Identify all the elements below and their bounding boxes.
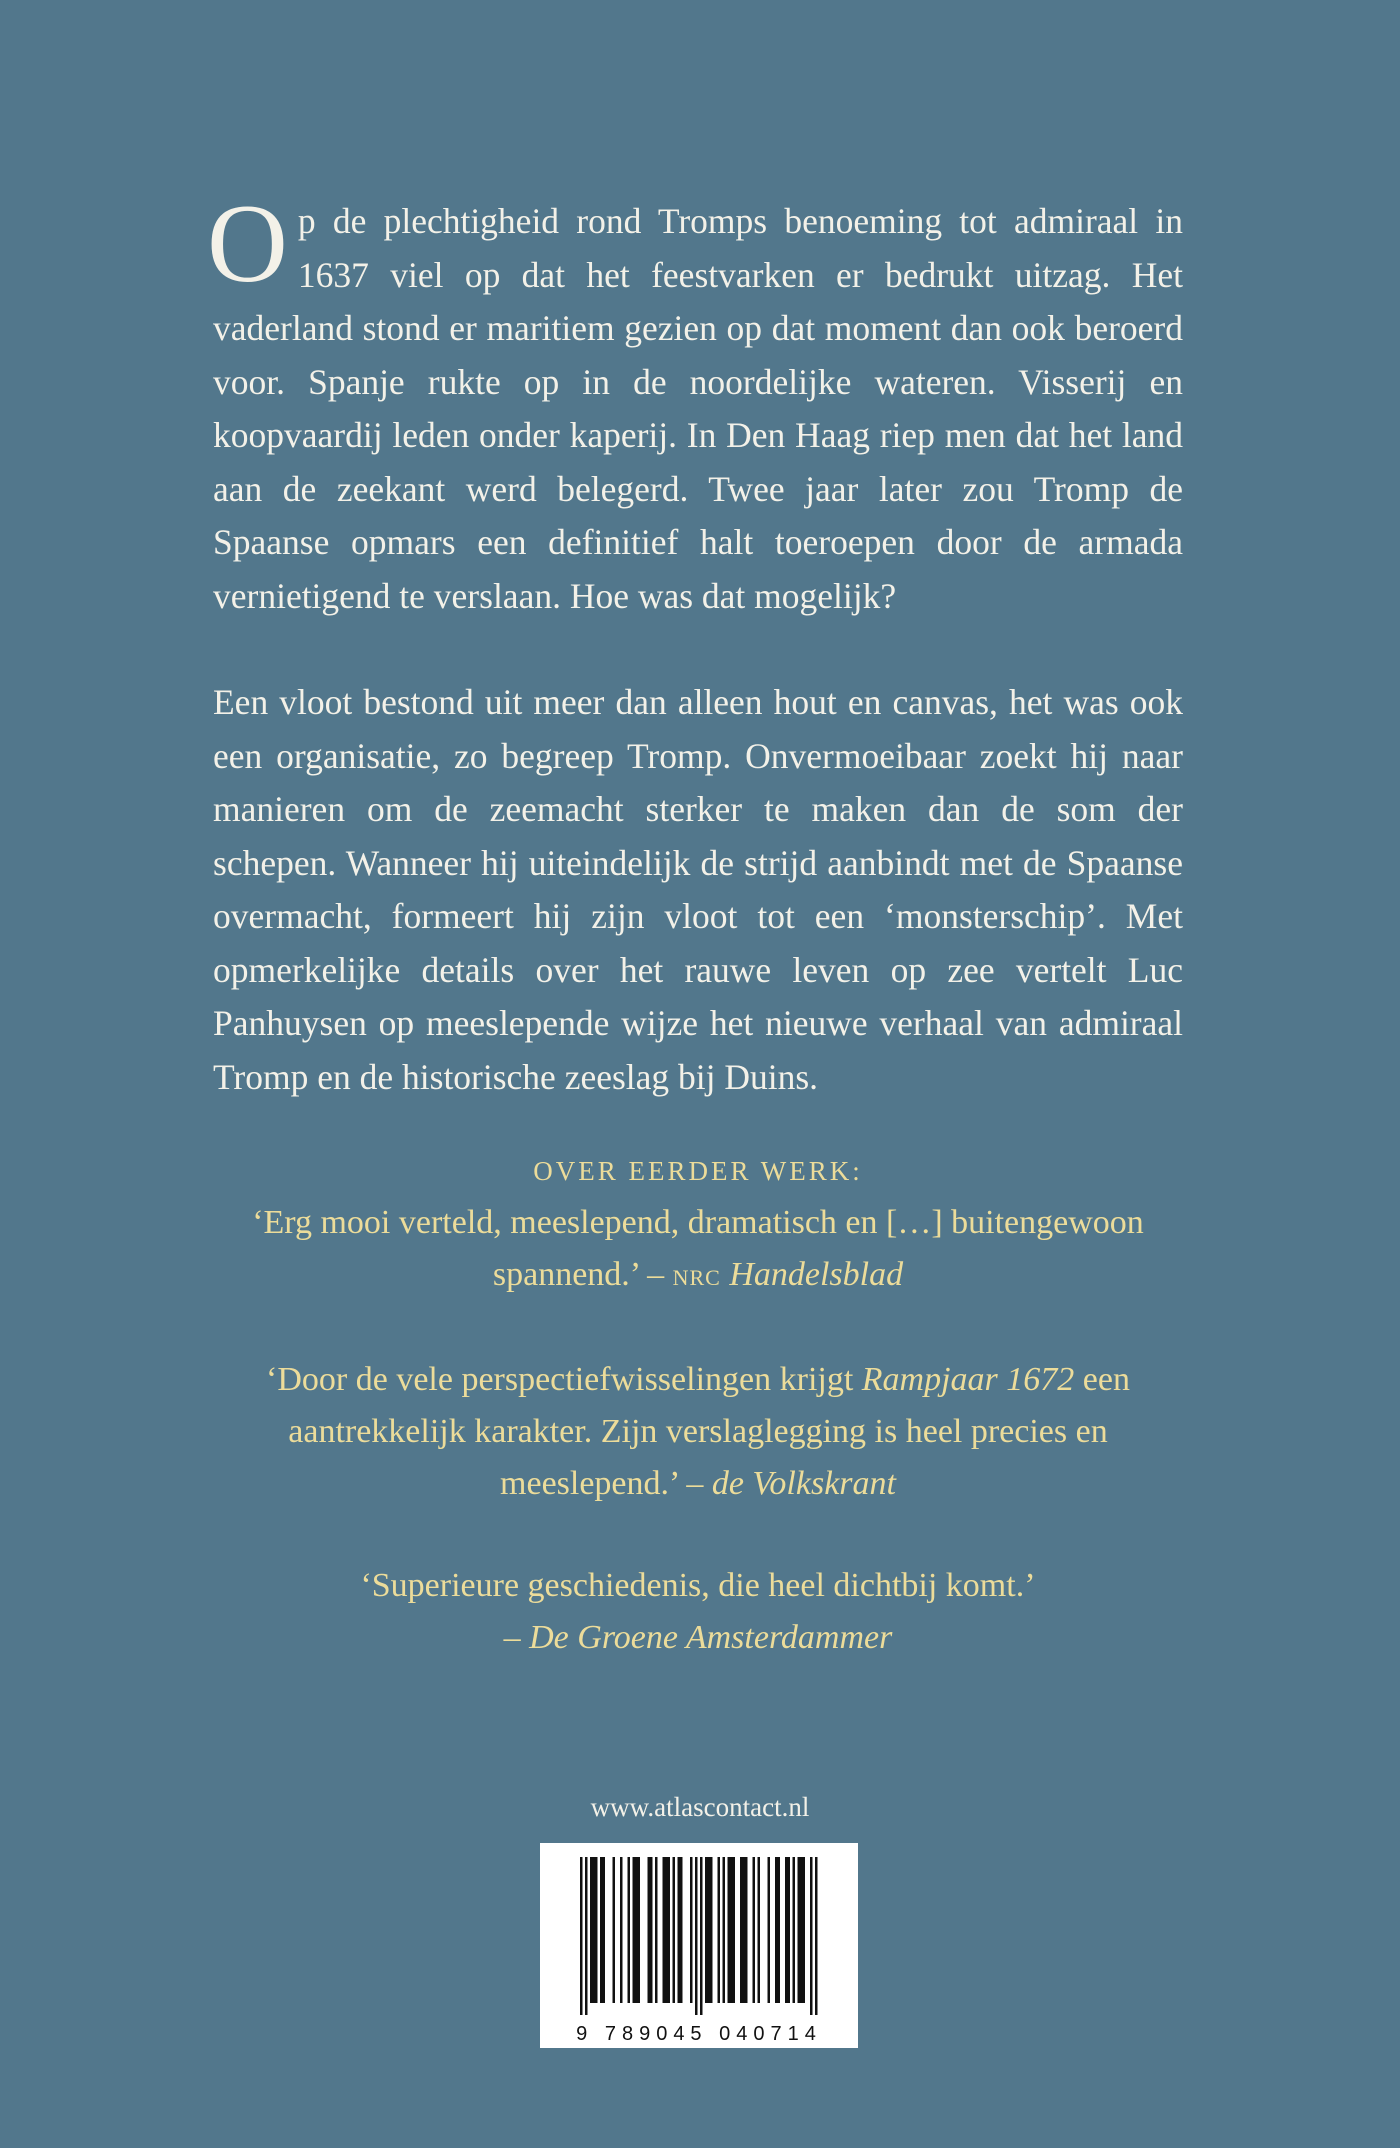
barcode-bar — [708, 1857, 711, 2003]
barcode-bar — [678, 1857, 681, 2003]
barcode-bar — [680, 1857, 683, 2003]
review-quote: ‘Superieure geschiedenis, die heel dichtbij komt.’ — [360, 1567, 1036, 1604]
barcode-bar — [728, 1857, 731, 2003]
barcode-bar — [785, 1857, 788, 2003]
review-nrc — [213, 1197, 1183, 1304]
review-quote: ‘Erg mooi verteld, meeslepend, dramatisch en […] buitengewoon spannend.’ – — [252, 1204, 1144, 1293]
barcode-bar — [740, 1857, 743, 2003]
barcode-bar — [635, 1857, 638, 2003]
barcode-bar — [655, 1857, 658, 2003]
barcode-bar — [810, 1857, 813, 2015]
review-book-title: Rampjaar 1672 — [861, 1361, 1075, 1398]
drop-cap: O — [207, 182, 288, 306]
barcode-bar — [745, 1857, 748, 2003]
barcode-bar — [733, 1857, 736, 2003]
barcode-bar — [695, 1857, 698, 2015]
barcode-bar — [793, 1857, 796, 2003]
barcode-bar — [603, 1857, 606, 2003]
barcode-bar — [778, 1857, 781, 2003]
barcode-bar — [690, 1857, 693, 2003]
barcode-bar — [673, 1857, 676, 2003]
barcode-bar — [650, 1857, 653, 2003]
barcode-bar — [665, 1857, 668, 2003]
review-groene — [213, 1560, 1183, 1664]
blurb-paragraph-1-text: p de plechtigheid rond Tromps benoeming tot admiraal in 1637 viel op dat het feestvarken er bedrukt uitzag. Het vaderland stond er maritiem gezien op dat moment dan ook beroerd voor. Spanje rukte op in de noordelijke wateren. Visserij en koopvaardij leden onder kaperij. In Den Haag riep men dat het land aan de zeekant werd belegerd. Twee jaar later zou Tromp de Spaanse opmars een definitief halt toeroepen door de armada vernietigend te verslaan. Hoe was dat mogelijk? — [213, 201, 1183, 616]
barcode-bar — [600, 1857, 603, 2003]
barcode-bar — [628, 1857, 631, 2003]
isbn-number: 9 789045 040714 — [576, 2023, 822, 2045]
barcode-bar — [718, 1857, 721, 2003]
review-source: – De Groene Amsterdammer — [503, 1619, 893, 1656]
reviews-section — [213, 1145, 1183, 1664]
barcode-bar — [663, 1857, 666, 2003]
blurb-paragraph-2: Een vloot bestond uit meer dan alleen hout en canvas, het was ook een organisatie, zo begreep Tromp. Onvermoeibaar zoekt hij naar manieren om de zeemacht sterker te maken dan de som der schepen. Wanneer hij uiteindelijk de strijd aanbindt met de Spaanse overmacht, formeert hij zijn vloot tot een ‘monsterschip’. Met opmerkelijke details over het rauwe leven op zee vertelt Luc Panhuysen op meeslepende wijze het nieuwe verhaal van admiraal Tromp en de historische zeeslag bij Duins. — [213, 682, 1183, 1097]
barcode-bar — [705, 1857, 708, 2003]
barcode-bars — [540, 1843, 858, 2018]
review-source: de Volkskrant — [711, 1465, 896, 1502]
blurb-paragraph-1 — [207, 182, 1183, 623]
barcode-bar — [593, 1857, 596, 2003]
barcode-bar — [730, 1857, 733, 2003]
review-quote-start: ‘Door de vele perspectiefwisselingen krijgt — [266, 1361, 862, 1398]
review-quote-end: een aantrekkelijk karakter. Zijn verslaglegging is heel precies en meeslepend.’ – — [288, 1361, 1130, 1502]
book-blurb — [207, 182, 1183, 1104]
barcode-bar — [580, 1857, 583, 2015]
publisher-website: www.atlascontact.nl — [590, 1792, 810, 1822]
review-volkskrant — [213, 1354, 1183, 1510]
barcode-bar — [788, 1857, 791, 2003]
barcode-bar — [743, 1857, 746, 2003]
barcode-bar — [668, 1857, 671, 2003]
isbn-barcode — [540, 1843, 858, 2048]
barcode-bar — [798, 1857, 801, 2003]
barcode-bar — [775, 1857, 778, 2003]
barcode-bar — [590, 1857, 593, 2003]
review-source-name: Handelsblad — [720, 1256, 904, 1293]
barcode-bar — [613, 1857, 616, 2003]
barcode-bar — [620, 1857, 623, 2003]
barcode-bar — [700, 1857, 703, 2015]
review-source-prefix: NRC — [672, 1265, 721, 1290]
barcode-bar — [768, 1857, 771, 2003]
barcode-bar — [585, 1857, 588, 2015]
barcode-bar — [710, 1857, 713, 2003]
barcode-bar — [723, 1857, 726, 2003]
barcode-bar — [758, 1857, 761, 2003]
barcode-bar — [595, 1857, 598, 2003]
barcode-bar — [633, 1857, 636, 2003]
reviews-heading: OVER EERDER WERK: — [533, 1156, 863, 1186]
barcode-bar — [803, 1857, 806, 2003]
barcode-bar — [815, 1857, 818, 2015]
barcode-bar — [648, 1857, 651, 2003]
barcode-bar — [638, 1857, 641, 2003]
review-source — [673, 1256, 904, 1293]
barcode-bar — [800, 1857, 803, 2003]
barcode-bar — [753, 1857, 756, 2003]
